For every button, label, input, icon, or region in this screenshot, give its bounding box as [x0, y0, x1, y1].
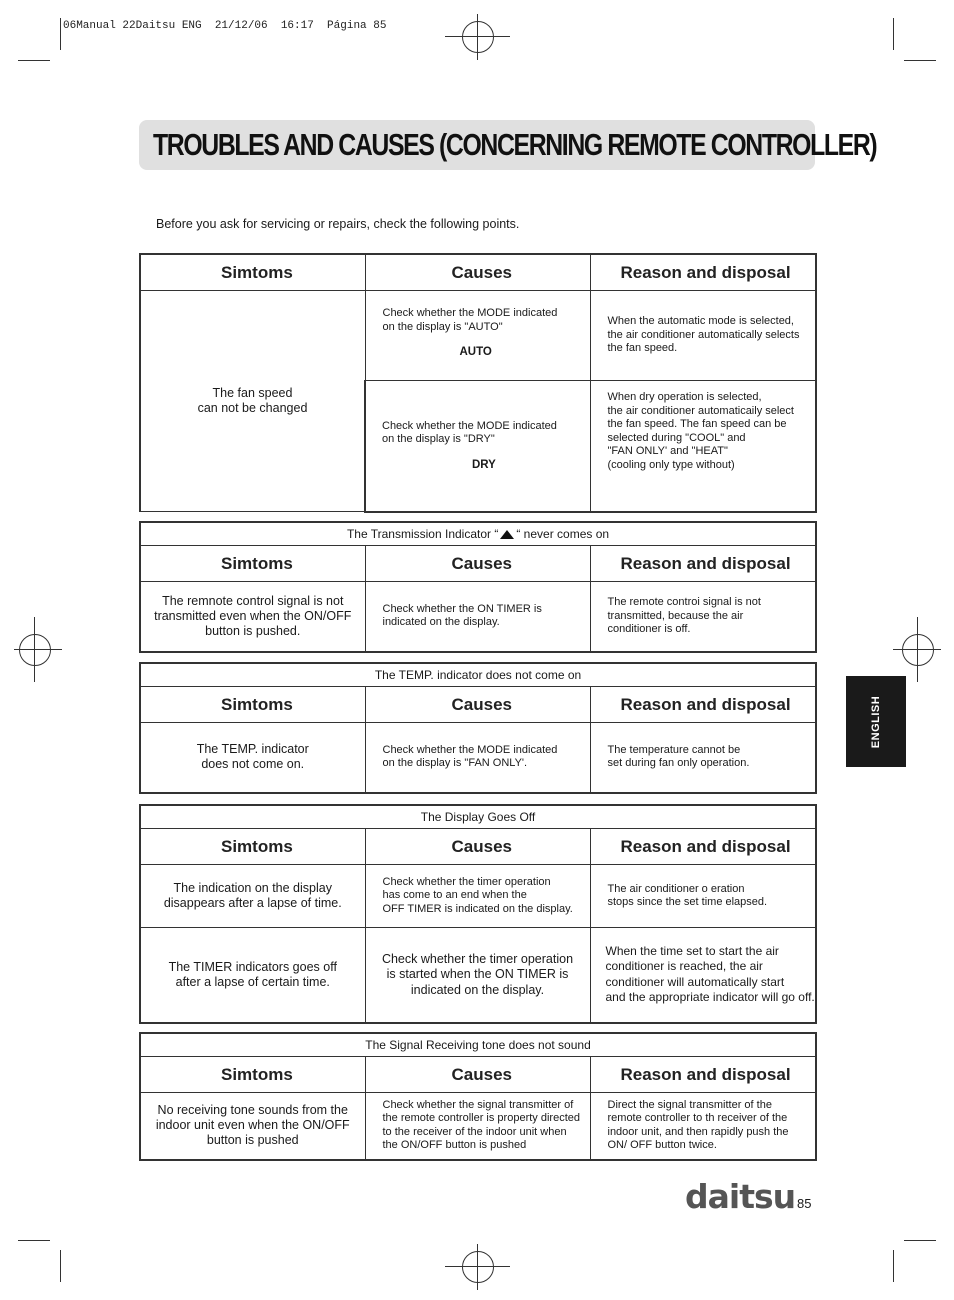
column-header-causes: Causes — [365, 254, 590, 291]
registration-line — [477, 1244, 478, 1290]
symptom-text: The remnote control signal is not transmitted even when the ON/OFF button is pushed. — [154, 593, 352, 638]
column-header-reason: Reason and disposal — [590, 829, 816, 865]
cause-text: Check whether the timer operation has come to an end when the OFF TIMER is indicated on the display. — [382, 875, 573, 915]
symptom-cell — [140, 582, 365, 652]
column-header-symptoms: Simtoms — [140, 254, 365, 291]
table-caption: The TEMP. indicator does not come on — [140, 663, 816, 687]
column-header-symptoms: Simtoms — [140, 829, 365, 865]
troubles-table-fan-speed — [139, 253, 817, 513]
symptom-text: The indication on the display disappears after a lapse of time. — [163, 881, 342, 910]
page-number: 85 — [797, 1196, 812, 1211]
reason-cell — [590, 381, 816, 512]
column-header-symptoms: Simtoms — [140, 1057, 365, 1093]
cause-cell — [365, 1093, 590, 1160]
crop-mark — [18, 60, 50, 61]
registration-mark — [19, 634, 51, 666]
cause-cell — [365, 291, 590, 381]
caption-text: “ never comes on — [516, 527, 610, 541]
column-header-reason: Reason and disposal — [590, 546, 816, 582]
reason-cell — [590, 291, 816, 381]
cause-text: Check whether the MODE indicated on the display is "FAN ONLY'. — [382, 743, 558, 770]
cause-cell — [365, 865, 590, 928]
column-header-symptoms: Simtoms — [140, 687, 365, 723]
crop-mark — [60, 18, 61, 50]
symptom-cell — [140, 865, 365, 928]
reason-cell — [590, 1093, 816, 1160]
crop-mark — [60, 1250, 61, 1282]
crop-mark — [18, 1240, 50, 1241]
registration-mark — [902, 634, 934, 666]
cause-text: Check whether the timer operation is started when the ON TIMER is indicated on the display. — [381, 951, 574, 997]
reason-text: When dry operation is selected, the air conditioner automaticaily select the fan speed. The fan speed can be selected during "COOL" and "FAN ONLY' and "HEAT" (cooling only type without) — [607, 391, 794, 471]
crop-mark — [893, 1250, 894, 1282]
column-header-causes: Causes — [365, 546, 590, 582]
column-header-reason: Reason and disposal — [590, 687, 816, 723]
column-header-causes: Causes — [365, 1057, 590, 1093]
reason-text: When the time set to start the air conditioner is reached, the air conditioner will automatically start and the appropriate indicator will go off. — [605, 943, 815, 1005]
cause-cell — [365, 582, 590, 652]
reason-text: Direct the signal transmitter of the remote controller to th receiver of the indoor unit, and then rapidly push the ON/ OFF button twice. — [607, 1098, 789, 1152]
reason-text: The remote controi signal is not transmitted, because the air conditioner is off. — [607, 596, 761, 635]
title-bar — [139, 120, 877, 170]
crop-mark — [893, 18, 894, 50]
language-tab — [846, 676, 906, 767]
registration-line — [917, 617, 918, 682]
symptom-cell — [140, 1093, 365, 1160]
reason-text: When the automatic mode is selected, the air conditioner automatically selects the fan speed. — [607, 315, 800, 355]
registration-mark — [462, 1251, 494, 1283]
cause-text: Check whether the MODE indicated on the display is "AUTO" — [382, 307, 558, 333]
caption-text: The Transmission Indicator “ — [346, 527, 499, 541]
registration-line — [477, 14, 478, 60]
table-caption: The Signal Receiving tone does not sound — [140, 1033, 816, 1057]
registration-mark — [462, 21, 494, 53]
print-header: 06Manual 22Daitsu ENG 21/12/06 16:17 Página 85 — [63, 20, 387, 32]
troubles-table-display — [139, 804, 817, 1024]
troubles-table-signal — [139, 1032, 817, 1161]
column-header-symptoms: Simtoms — [140, 546, 365, 582]
symptom-cell — [140, 291, 365, 512]
registration-line — [14, 649, 62, 650]
mode-label-auto: AUTO — [459, 346, 492, 358]
cause-cell — [365, 723, 590, 793]
symptom-text: The TIMER indicators goes off after a lapse of certain time. — [168, 959, 337, 989]
symptom-text: No receiving tone sounds from the indoor unit even when the ON/OFF button is pushed — [155, 1103, 350, 1148]
cause-text: Check whether the ON TIMER is indicated on the display. — [382, 602, 542, 629]
brand-logo: daitsu — [685, 1177, 796, 1216]
column-header-reason: Reason and disposal — [590, 1057, 816, 1093]
registration-line — [34, 617, 35, 682]
reason-cell — [590, 928, 816, 1023]
reason-cell — [590, 582, 816, 652]
crop-mark — [904, 60, 936, 61]
symptom-text: The TEMP. indicator does not come on. — [196, 742, 309, 772]
cause-cell — [365, 928, 590, 1023]
reason-text: The temperature cannot be set during fan only operation. — [607, 743, 750, 770]
column-header-causes: Causes — [365, 687, 590, 723]
language-tab-label: ENGLISH — [870, 695, 882, 748]
cause-text: Check whether the signal transmitter of the remote controller is property directed to the receiver of the indoor unit when the ON/OFF button is pushed — [382, 1098, 580, 1152]
crop-mark — [904, 1240, 936, 1241]
symptom-cell — [140, 928, 365, 1023]
mode-label-dry: DRY — [472, 458, 496, 471]
reason-cell — [590, 865, 816, 928]
symptom-cell — [140, 723, 365, 793]
transmission-triangle-icon — [500, 530, 514, 539]
column-header-causes: Causes — [365, 829, 590, 865]
symptom-text: The fan speed can not be changed — [197, 386, 308, 415]
table-caption: The Display Goes Off — [140, 805, 816, 829]
page-title: TROUBLES AND CAUSES (CONCERNING REMOTE CONTROLLER) — [153, 127, 877, 162]
table-caption — [140, 522, 816, 546]
troubles-table-temp — [139, 662, 817, 794]
cause-text: Check whether the MODE indicated on the display is "DRY" — [382, 419, 557, 445]
reason-cell — [590, 723, 816, 793]
troubles-table-transmission — [139, 521, 817, 653]
cause-cell — [365, 381, 590, 512]
reason-text: The air conditioner o eration stops since the set time elapsed. — [607, 882, 768, 908]
intro-text: Before you ask for servicing or repairs, check the following points. — [156, 217, 520, 231]
column-header-reason: Reason and disposal — [590, 254, 816, 291]
